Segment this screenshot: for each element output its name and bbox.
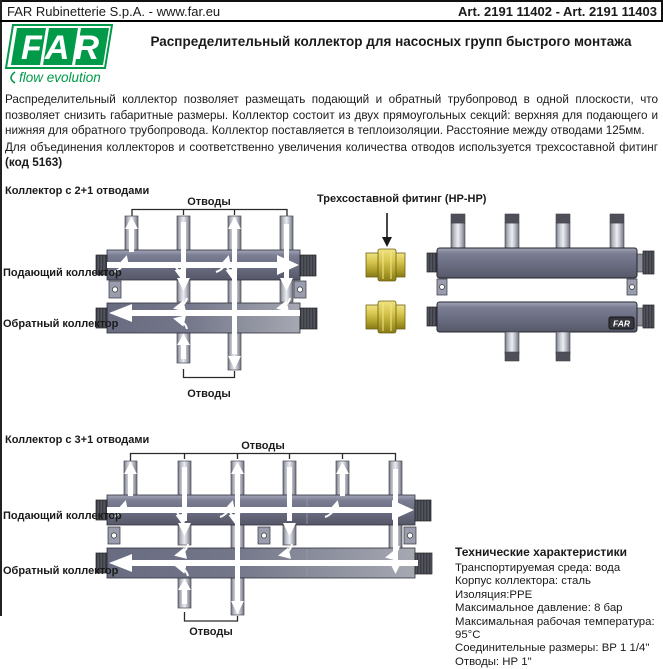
screw-hole	[630, 285, 635, 290]
diagram1-outlets-bottom-label: Отводы	[187, 388, 231, 400]
render-supply-bar	[437, 248, 637, 278]
outlets-bottom-bracket	[184, 369, 235, 378]
logo-letters: FAR	[21, 29, 104, 67]
spec-line: Корпус коллектора: сталь	[455, 575, 591, 588]
intro-paragraph-1: Распределительный коллектор позволяет размещать подающий и обратный трубопровод в одной плоскости, что позволяет снизить габаритные размеры. Коллектор состоит из двух прямоугольных секций: верхняя для подающего и нижняя для обратного трубопровода. Коллектор поставляется в теплоизоляции. Расстояние между отводами 125мм.	[5, 93, 658, 138]
spec-line: Максимальная рабочая температура: 95°C	[455, 615, 655, 642]
code-highlight: (код 5163)	[5, 156, 63, 170]
screw-hole	[112, 287, 117, 292]
return-flow-arrow	[130, 310, 300, 316]
return-flow-arrow	[130, 560, 418, 566]
fitting-union	[366, 253, 379, 277]
screw-hole	[261, 533, 266, 538]
fitting-label: Трехсоставной фитинг (НР-НР)	[317, 193, 487, 205]
diagram2-title: Коллектор с 3+1 отводами	[5, 434, 150, 446]
manifold-3plus1-diagram	[96, 454, 432, 622]
screw-hole	[111, 533, 116, 538]
spec-line: Соединительные размеры: ВР 1 1/4"	[455, 642, 650, 655]
fitting-nut	[378, 249, 396, 281]
page-title: Распределительный коллектор для насосных групп быстрого монтажа	[150, 34, 632, 49]
spec-line: Максимальное давление: 8 бар	[455, 602, 623, 615]
intro-paragraph-2: Для объединения коллекторов и соответственно увеличения количества отводов используется трехсоставной фитинг (код 5163)	[5, 140, 658, 170]
diagram1-outlets-top-label: Отводы	[187, 196, 231, 208]
supply-flow-arrow	[107, 507, 392, 513]
supply-flow-arrow	[107, 262, 277, 268]
diagram2-return-label: Обратный коллектор	[3, 565, 119, 577]
far-badge-text: FAR	[613, 318, 630, 329]
logo-tagline: flow evolution	[19, 70, 101, 85]
company-name: FAR Rubinetterie S.p.A. - www.far.eu	[7, 4, 221, 19]
manifold-2plus1-diagram	[96, 210, 317, 378]
outlets-top-bracket	[132, 210, 287, 217]
tech-specs	[455, 545, 661, 669]
diagram2-outlets-bottom-label: Отводы	[189, 626, 233, 638]
fitting-union	[366, 305, 379, 329]
diagram1-supply-label: Подающий коллектор	[3, 267, 122, 279]
screw-hole	[297, 287, 302, 292]
return-bar	[107, 303, 300, 333]
end-connector	[300, 255, 316, 276]
outlets-bottom-bracket	[185, 612, 238, 621]
spec-line: Транспортируемая среда: вода	[455, 562, 621, 574]
screw-hole	[440, 285, 445, 290]
screw-hole	[407, 533, 412, 538]
outlets-top-bracket	[131, 454, 396, 462]
diagram2-supply-label: Подающий коллектор	[3, 510, 122, 522]
spec-line: Отводы: НР 1"	[455, 655, 532, 668]
spec-line: Изоляция:PPE	[455, 588, 533, 601]
brass-fittings	[366, 213, 405, 333]
end-connector	[415, 500, 431, 521]
diagram2-outlets-top-label: Отводы	[241, 440, 285, 452]
diagram1-title: Коллектор с 2+1 отводами	[5, 185, 150, 197]
manifold-product-render	[427, 214, 654, 361]
fitting-nut	[378, 301, 396, 333]
diagram1-return-label: Обратный коллектор	[3, 318, 119, 330]
render-return-bar	[437, 302, 637, 332]
article-numbers: Art. 2191 11402 - Art. 2191 11403	[458, 4, 657, 19]
end-connector	[300, 308, 317, 329]
tech-specs-title: Технические характеристики	[455, 545, 628, 559]
